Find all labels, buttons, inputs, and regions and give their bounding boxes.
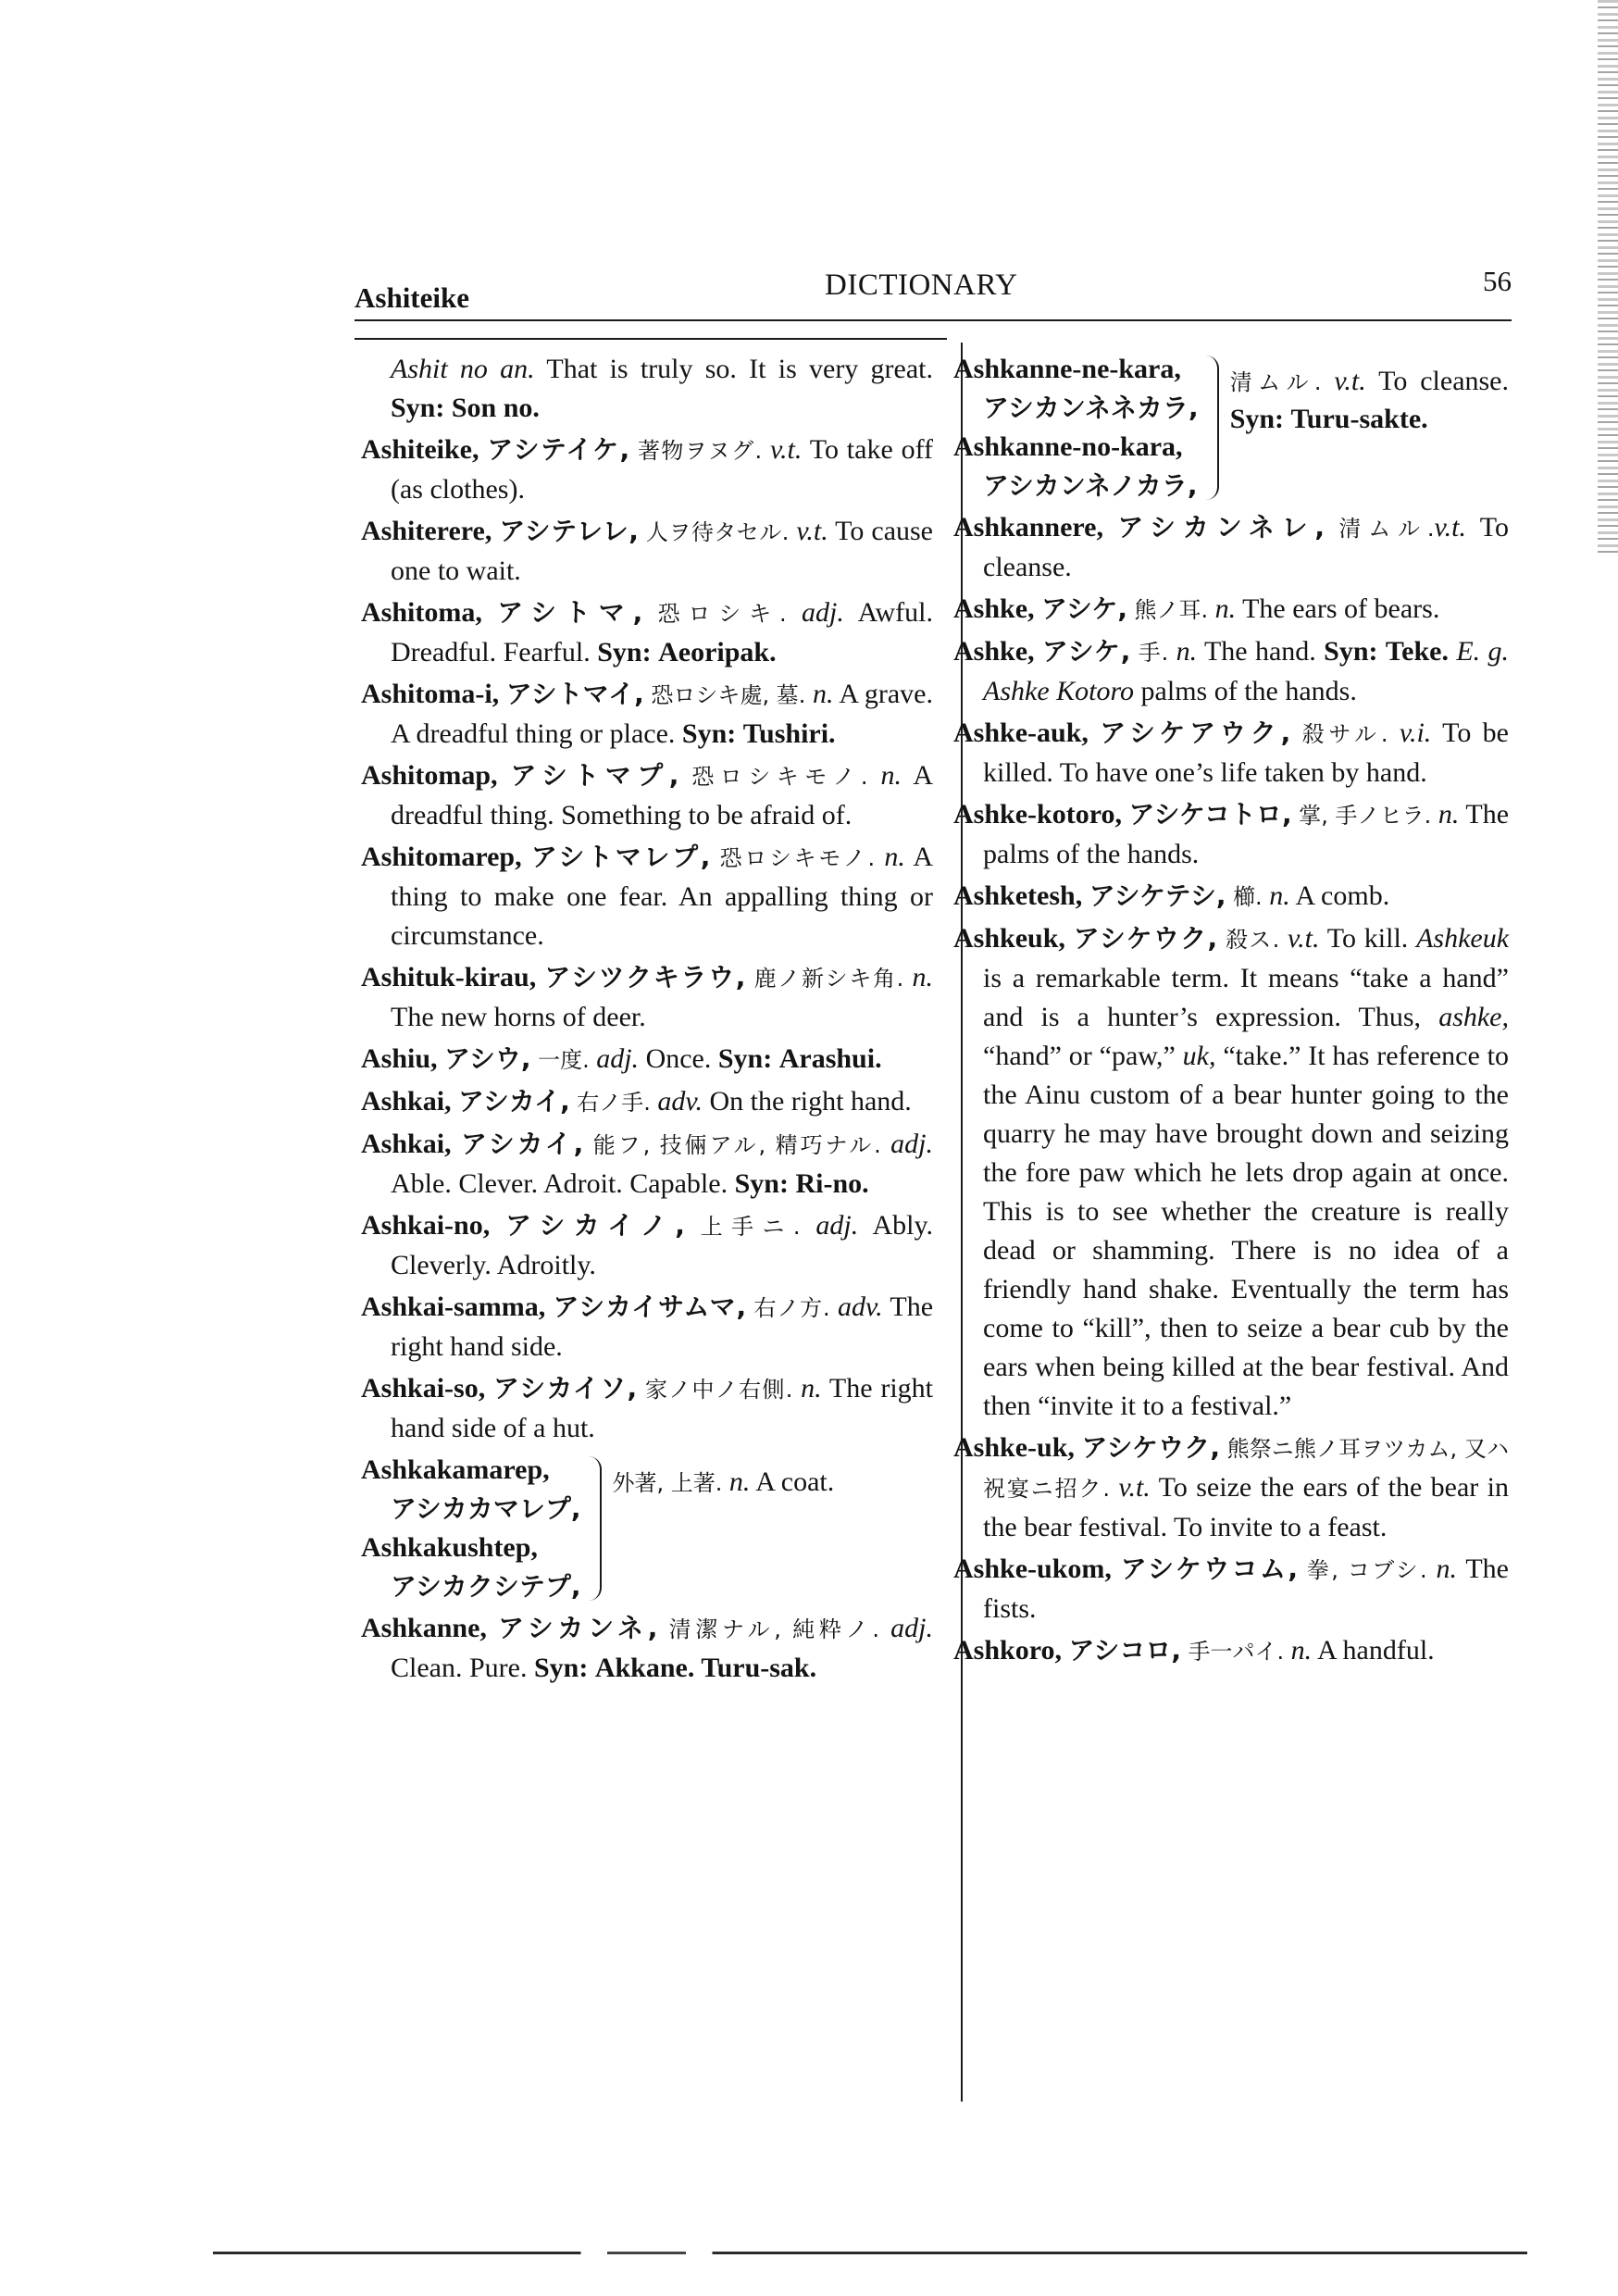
katakana-reading: アシケテシ,: [1089, 880, 1226, 911]
definition-text: To take off (as clothes).: [391, 434, 934, 505]
definition-text: [792, 1373, 801, 1404]
definition-text: [678, 760, 691, 791]
group-definition: [1230, 350, 1509, 505]
synonym-label: Syn:: [597, 637, 652, 668]
katakana-reading: アシウ,: [444, 1043, 531, 1074]
part-of-speech: adj.: [890, 1129, 934, 1159]
japanese-gloss: 上手ニ.: [700, 1214, 801, 1240]
dictionary-entry: [361, 1369, 933, 1448]
dictionary-entry: [361, 958, 933, 1037]
italic-text: E. g. Ashke Kotoro: [983, 636, 1509, 706]
dictionary-entry: [361, 1609, 933, 1688]
japanese-gloss: 熊ノ耳.: [1134, 597, 1209, 623]
definition-text: [452, 1086, 459, 1117]
headword: Ashkai-samma,: [361, 1292, 546, 1322]
headword: Ashkanne-no-kara,: [953, 431, 1183, 462]
definition-text: Once.: [639, 1043, 718, 1074]
definition-text: [490, 1210, 505, 1241]
part-of-speech: v.t.: [796, 516, 828, 546]
japanese-gloss: 家ノ中ノ右側.: [644, 1377, 793, 1403]
synonym-label: Syn:: [1324, 636, 1378, 667]
definition-text: The right hand side of a hut.: [391, 1373, 934, 1443]
definition-text: To cleanse.: [1365, 366, 1509, 396]
definition-text: [801, 1210, 816, 1241]
definition-text: [629, 434, 638, 465]
definition-text: [772, 1043, 779, 1074]
definition-text: “hand” or “paw,”: [983, 1041, 1183, 1071]
definition-text: [1284, 404, 1291, 434]
definition-text: To be killed. To have one’s life taken by hand.: [983, 718, 1509, 788]
japanese-gloss: 恐ロシキモノ.: [719, 845, 876, 871]
definition-text: To cleanse.: [983, 512, 1509, 582]
definition-text: [1284, 1635, 1291, 1666]
definition-text: [1226, 880, 1234, 911]
definition-text: Able. Clever. Adroit. Capable.: [391, 1168, 735, 1199]
headword: Ashke,: [953, 636, 1035, 667]
headword: Ashkakushtep,: [361, 1532, 538, 1563]
definition-text: [487, 1613, 498, 1643]
definition-text: [1431, 799, 1438, 830]
definition-text: [830, 1292, 838, 1322]
definition-text: [642, 597, 657, 628]
headword: Ashkoro,: [953, 1635, 1062, 1666]
part-of-speech: n.: [1436, 1554, 1457, 1584]
definition-text: [685, 1210, 701, 1241]
definition-text: [1298, 1554, 1307, 1584]
japanese-gloss: 恐ロシキ處, 墓.: [651, 682, 806, 708]
left-column: [361, 350, 933, 1691]
dictionary-entry: [361, 756, 933, 835]
definition-text: [499, 679, 506, 709]
headword: Ashkai-no,: [361, 1210, 491, 1241]
part-of-speech: adj.: [890, 1613, 934, 1643]
definition-text: [531, 1043, 539, 1074]
headword: Ashkeuk,: [953, 923, 1065, 954]
dictionary-entry: [953, 508, 1509, 587]
headword: Ashituk-kirau,: [361, 962, 537, 992]
dictionary-entry: [361, 1288, 933, 1366]
definition-text: [1075, 1432, 1082, 1463]
part-of-speech: adv.: [657, 1086, 703, 1117]
japanese-gloss: 能フ, 技倆アル, 精巧ナル.: [592, 1132, 881, 1158]
japanese-gloss: 鹿ノ新シキ角.: [753, 966, 904, 992]
part-of-speech: v.t.: [769, 434, 803, 465]
headword: Ashiu,: [361, 1043, 438, 1074]
headword: Ashitomarep,: [361, 842, 522, 872]
dictionary-entry: [953, 632, 1509, 711]
definition-text: The right hand side.: [391, 1292, 934, 1362]
headword: Ashitoma-i,: [361, 679, 500, 709]
headword: Ashkakamarep,: [361, 1454, 550, 1485]
definition-text: [745, 962, 753, 992]
synonym: Teke.: [1385, 636, 1449, 667]
japanese-gloss: 右ノ方.: [753, 1295, 830, 1321]
synonym: Ri-no.: [795, 1168, 869, 1199]
katakana-reading: アシケウク,: [1073, 923, 1218, 954]
definition-text: [722, 1466, 729, 1497]
dictionary-entry: [361, 1040, 933, 1079]
japanese-gloss: 清ムル.: [1229, 369, 1322, 395]
bottom-rule: [213, 2252, 1527, 2254]
synonym-label: Syn:: [391, 393, 445, 423]
definition-text: [1089, 718, 1100, 748]
dictionary-entry: [361, 1082, 933, 1122]
part-of-speech: n.: [880, 760, 902, 791]
katakana-reading: アシケウコム,: [1120, 1554, 1298, 1584]
japanese-gloss: 右ノ手.: [577, 1090, 651, 1116]
katakana-reading: アシテレレ,: [499, 516, 639, 546]
katakana-reading: アシケ,: [1041, 636, 1131, 667]
part-of-speech: n.: [1176, 636, 1198, 667]
synonym: Son no.: [451, 393, 540, 423]
definition-text: [1103, 512, 1117, 543]
definition-text: [583, 1129, 592, 1159]
definition-text: [444, 393, 452, 423]
dictionary-entry: [953, 1631, 1509, 1671]
katakana-reading: アシトマイ,: [505, 679, 644, 709]
definition-text: [588, 1653, 595, 1683]
definition-text: The fists.: [983, 1554, 1509, 1624]
definition-text: is a remarkable term. It means “take a hand” and is a hunter’s expression. Thus,: [983, 963, 1509, 1032]
definition-text: [1378, 636, 1386, 667]
definition-text: [1388, 718, 1400, 748]
part-of-speech: n.: [812, 679, 834, 709]
definition-text: [1127, 593, 1135, 624]
katakana-reading: アシケアウク,: [1100, 718, 1291, 748]
definition-text: [438, 1043, 445, 1074]
japanese-gloss: 清潔ナル, 純粋ノ.: [668, 1616, 879, 1642]
definition-text: [657, 1613, 668, 1643]
japanese-gloss: 一度.: [538, 1047, 590, 1073]
katakana-reading: アシカイソ,: [493, 1373, 638, 1404]
part-of-speech: n.: [1214, 593, 1237, 624]
part-of-speech: n.: [1438, 799, 1460, 830]
italic-text: Ashkeuk: [1416, 923, 1510, 954]
definition-text: [639, 516, 646, 546]
definition-text: [522, 842, 531, 872]
definition-text: [637, 1373, 645, 1404]
definition-text: Clean. Pure.: [391, 1653, 534, 1683]
headword: Ashketesh,: [953, 880, 1083, 911]
katakana-reading: アシケコトロ,: [1128, 799, 1292, 830]
dictionary-entry: [953, 919, 1509, 1426]
definition-text: [1220, 1432, 1227, 1463]
katakana-reading: アシカイノ,: [505, 1210, 685, 1241]
japanese-gloss: 手一パイ.: [1188, 1639, 1285, 1665]
part-of-speech: v.i.: [1399, 718, 1432, 748]
katakana-reading: アシツクキラウ,: [544, 962, 746, 992]
right-column: [953, 350, 1509, 1674]
definition-text: [1112, 1554, 1121, 1584]
definition-text: [1290, 718, 1301, 748]
definition-text: [1168, 636, 1176, 667]
definition-text: [485, 1373, 493, 1404]
part-of-speech: adj.: [596, 1043, 640, 1074]
dictionary-entry: [361, 512, 933, 591]
headword: Ashkai,: [361, 1086, 452, 1117]
brace: [587, 1456, 602, 1601]
part-of-speech: adj.: [802, 597, 844, 628]
part-of-speech: v.t.: [1118, 1472, 1151, 1503]
dictionary-entry-group: [361, 1451, 933, 1606]
definition-text: A coat.: [750, 1466, 835, 1497]
definition-text: [1035, 636, 1042, 667]
definition-text: The ears of bears.: [1236, 593, 1440, 624]
part-of-speech: n.: [801, 1373, 822, 1404]
katakana-reading: アシカンネノカラ,: [983, 470, 1198, 501]
brace: [1204, 356, 1219, 500]
synonym-label: Syn:: [717, 1043, 773, 1074]
katakana-reading: アシカクシテプ,: [391, 1571, 581, 1602]
japanese-gloss: 恐ロシキモノ.: [691, 764, 868, 790]
katakana-reading: アシカンネネカラ,: [983, 393, 1199, 423]
japanese-gloss: 手.: [1138, 640, 1169, 666]
headword: Ashkannere,: [953, 512, 1103, 543]
synonym: Akkane. Turu-sak.: [594, 1653, 817, 1683]
dictionary-entry: [361, 1206, 933, 1285]
definition-text: To kill.: [1319, 923, 1417, 954]
part-of-speech: n.: [912, 962, 934, 992]
dictionary-entry: [953, 877, 1509, 917]
grouped-headwords: [361, 1451, 581, 1606]
scan-edge-artifact: [1598, 0, 1618, 555]
running-head-headword: Ashiteike: [355, 281, 469, 314]
headword: Ashke-uk,: [953, 1432, 1075, 1463]
definition-text: Awful. Dreadful. Fearful.: [391, 597, 934, 668]
synonym-label: Syn:: [1229, 404, 1285, 434]
definition-text: [881, 1129, 890, 1159]
part-of-speech: n.: [884, 842, 905, 872]
headword: Ashke-auk,: [953, 718, 1089, 748]
definition-text: [652, 637, 659, 668]
definition-text: [875, 842, 884, 872]
headword: Ashkai,: [361, 1129, 452, 1159]
headword: Ashitoma,: [361, 597, 482, 628]
definition-text: [762, 434, 770, 465]
japanese-gloss: 掌, 手ノヒラ.: [1299, 803, 1432, 829]
definition-text: [1321, 366, 1334, 396]
definition-text: A dreadful thing. Something to be afraid of.: [391, 760, 933, 830]
definition-text: [452, 1129, 461, 1159]
grouped-headwords: [953, 350, 1199, 505]
definition-text: [903, 962, 912, 992]
katakana-reading: アシカンネ,: [498, 1613, 658, 1643]
japanese-gloss: 清ムル.: [1338, 516, 1435, 542]
katakana-reading: アシカカマレプ,: [391, 1493, 581, 1524]
katakana-reading: アシカイサムマ,: [553, 1292, 747, 1322]
definition-text: A thing to make one fear. An appalling thing or circumstance.: [391, 842, 934, 951]
katakana-reading: アシケ,: [1041, 593, 1127, 624]
dictionary-entry-group: [953, 350, 1509, 505]
page-number: 56: [1483, 265, 1512, 297]
katakana-reading: アシテイケ,: [487, 434, 630, 465]
headword: Ashitomap,: [361, 760, 498, 791]
part-of-speech: adv.: [837, 1292, 883, 1322]
japanese-gloss: 外著, 上著.: [612, 1470, 723, 1496]
japanese-gloss: 人ヲ待タセル.: [645, 519, 790, 545]
definition-text: palms of the hands.: [1134, 676, 1357, 706]
dictionary-entry: [953, 1550, 1509, 1628]
definition-text: A grave. A dreadful thing or place.: [391, 679, 934, 749]
definition-text: [1065, 923, 1074, 954]
page-header: [355, 265, 1512, 324]
italic-text: Ashit no an.: [391, 354, 535, 384]
definition-text: To cause one to wait.: [391, 516, 933, 586]
part-of-speech: v.t.: [1288, 923, 1320, 954]
katakana-reading: アシカイ,: [458, 1086, 570, 1117]
headword: Ashkanne,: [361, 1613, 487, 1643]
italic-text: uk,: [1182, 1041, 1216, 1071]
dictionary-entry: [361, 593, 933, 672]
definition-text: [1082, 880, 1089, 911]
definition-text: [736, 718, 743, 749]
definition-text: The hand.: [1197, 636, 1325, 667]
katakana-reading: アシトマプ,: [510, 760, 679, 791]
headword: Ashke-ukom,: [953, 1554, 1112, 1584]
dictionary-entry: [361, 430, 933, 509]
katakana-reading: アシトマ,: [497, 597, 643, 628]
definition-text: A handful.: [1312, 1635, 1435, 1666]
japanese-gloss: 恐ロシキ.: [657, 601, 787, 627]
italic-text: ashke,: [1438, 1002, 1509, 1032]
definition-text: [787, 597, 802, 628]
definition-text: [1279, 923, 1288, 954]
definition-text: A comb.: [1289, 880, 1390, 911]
definition-text: [482, 597, 497, 628]
definition-text: [1122, 799, 1129, 830]
headword: Ashke,: [953, 593, 1035, 624]
definition-text: [868, 760, 881, 791]
part-of-speech: n.: [1269, 880, 1290, 911]
definition-text: [1035, 593, 1042, 624]
definition-text: That is truly so. It is very great.: [534, 354, 934, 384]
part-of-speech: n.: [1290, 1635, 1313, 1666]
part-of-speech: n.: [728, 1466, 751, 1497]
definition-text: [1130, 636, 1138, 667]
definition-text: [498, 760, 511, 791]
synonym-label: Syn:: [734, 1168, 789, 1199]
definition-text: [879, 1613, 890, 1643]
synonym: Tushiri.: [742, 718, 836, 749]
headword: Ashkanne-ne-kara,: [953, 354, 1181, 384]
continued-entry: [361, 350, 933, 428]
japanese-gloss: 熊祭ニ熊ノ耳ヲツカム, 又ハ祝宴ニ招ク.: [983, 1436, 1510, 1502]
dictionary-entry: [953, 714, 1509, 792]
definition-text: [805, 679, 813, 709]
definition-text: [1217, 923, 1226, 954]
headword: Ashiteike,: [361, 434, 479, 465]
dictionary-entry: [361, 675, 933, 754]
definition-text: On the right hand.: [702, 1086, 912, 1117]
katakana-reading: アシコロ,: [1068, 1635, 1182, 1666]
katakana-reading: アシケウク,: [1081, 1432, 1220, 1463]
synonym-label: Syn:: [681, 718, 737, 749]
header-rule: [355, 319, 1512, 321]
definition-text: “take.” It has reference to the Ainu custom of a bear hunter going to the quarry he may have brought down and seizing the fore paw which he lets drop again at once. This is to see whether the creature is really dead or shamming. There is no idea of a friendly hand shake. Eventually the term has come to “kill”, then to seize a bear cub by the ears when being killed at the bear festival. And then “invite it to a festival.”: [983, 1041, 1509, 1421]
part-of-speech: v.t.: [1434, 512, 1466, 543]
japanese-gloss: 殺ス.: [1226, 927, 1280, 953]
japanese-gloss: 拳, コブシ.: [1306, 1557, 1427, 1583]
synonym: Aeoripak.: [658, 637, 777, 668]
dictionary-entry: [953, 795, 1509, 874]
definition-text: The palms of the hands.: [983, 799, 1510, 869]
katakana-reading: アシカイ,: [460, 1129, 584, 1159]
definition-text: [1110, 1472, 1118, 1503]
definition-text: Ably. Cleverly. Adroitly.: [391, 1210, 934, 1280]
headword: Ashke-kotoro,: [953, 799, 1122, 830]
definition-text: [710, 842, 719, 872]
dictionary-entry: [361, 1125, 933, 1204]
synonym: Arashui.: [778, 1043, 882, 1074]
katakana-reading: アシトマレプ,: [530, 842, 711, 872]
synonym-label: Syn:: [533, 1653, 589, 1683]
definition-text: [1181, 1635, 1189, 1666]
japanese-gloss: 著物ヲヌグ.: [637, 438, 763, 464]
definition-text: [1325, 512, 1338, 543]
dictionary-entry: [953, 1429, 1509, 1547]
definition-text: The new horns of deer.: [391, 1002, 646, 1032]
headword: Ashkai-so,: [361, 1373, 486, 1404]
definition-text: To seize the ears of the bear in the bear festival. To invite to a feast.: [983, 1472, 1509, 1542]
definition-text: [1427, 1554, 1437, 1584]
japanese-gloss: 櫛.: [1233, 884, 1263, 910]
group-definition: [613, 1451, 933, 1606]
synonym: Turu-sakte.: [1290, 404, 1428, 434]
dictionary-entry: [361, 838, 933, 955]
definition-text: [1208, 593, 1215, 624]
part-of-speech: adj.: [815, 1210, 859, 1241]
headword: Ashiterere,: [361, 516, 492, 546]
part-of-speech: v.t.: [1334, 366, 1366, 396]
katakana-reading: アシカンネレ,: [1117, 512, 1326, 543]
japanese-gloss: 殺サル.: [1301, 721, 1388, 747]
definition-text: [545, 1292, 553, 1322]
running-head-title: DICTIONARY: [825, 268, 1018, 302]
header-rule-left: [355, 338, 947, 340]
dictionary-entry: [953, 590, 1509, 630]
